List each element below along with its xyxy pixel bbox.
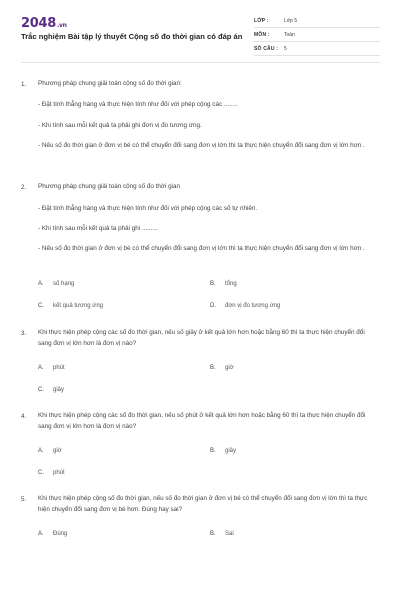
question-line: - Đặt tính thẳng hàng và thực hiện tính như đối với phép cộng các số tự nhiên. <box>38 205 258 212</box>
question-text: Phương pháp chung giải toán cộng số đo thời gian <box>38 183 181 190</box>
meta-row-class <box>254 15 380 28</box>
meta-value: Toán <box>284 32 295 38</box>
question-line: - Nếu số đo thời gian ở đơn vị bé có thể chuyển đổi sang đơn vị lớn thì ta thực hiện chuyển đổi sang đơn vị lớn hơn . <box>38 142 365 149</box>
question-number: 3. <box>21 330 27 337</box>
option-letter[interactable]: B. <box>210 531 216 537</box>
question-line: - Đặt tính thẳng hàng và thực hiện tính như đối với phép cộng các ........ <box>38 101 238 108</box>
option-letter[interactable]: A. <box>38 448 44 454</box>
option-text[interactable]: Sai <box>225 531 234 537</box>
option-text[interactable]: kết quả tương ứng <box>53 303 103 309</box>
option-text[interactable]: giây <box>53 387 65 393</box>
meta-key: SỐ CÂU : <box>254 46 279 52</box>
question-line: - Nếu số đo thời gian ở đơn vị bé có thể chuyển đổi sang đơn vị lớn thì ta thực hiện chuyển đổi sang đơn vị lớn hơn . <box>38 245 365 252</box>
option-text[interactable]: đơn vị đo tương ứng <box>225 303 281 309</box>
logo-suffix: .vn <box>56 22 67 29</box>
option-letter[interactable]: C. <box>38 303 44 309</box>
option-text[interactable]: số hạng <box>53 281 75 287</box>
meta-value: 5 <box>284 46 287 52</box>
question-number: 1. <box>21 81 27 88</box>
question-number: 2. <box>21 184 27 191</box>
option-letter[interactable]: A. <box>38 365 44 371</box>
site-logo[interactable] <box>21 16 67 31</box>
option-letter[interactable]: C. <box>38 387 44 393</box>
option-letter[interactable]: A. <box>38 531 44 537</box>
question-number: 5. <box>21 496 27 503</box>
question-line: - Khi tính sau mỗi kết quả ta phải ghi ......... <box>38 225 158 232</box>
option-text[interactable]: Đúng <box>53 531 68 537</box>
question-line: - Khi tính sau mỗi kết quả ta phải ghi đơn vị đo tương ứng. <box>38 122 202 129</box>
option-text[interactable]: giây <box>225 448 237 454</box>
option-letter[interactable]: D. <box>210 303 216 309</box>
logo-main: 2048 <box>21 16 56 31</box>
option-text[interactable]: giờ <box>53 448 62 454</box>
question-text: Khi thực hiện phép cộng số đo thời gian, nếu số đo thời gian ở đơn vị bé có thể chuyển đổi sang đơn vị lớn thì ta thực hiện chuyển đổi sang đơn vị bé hơn. Đúng hay sai? <box>38 495 368 513</box>
header-divider <box>21 62 380 63</box>
question-text: Phương pháp chung giải toán cộng số đo thời gian: <box>38 80 182 87</box>
option-letter[interactable]: A. <box>38 281 44 287</box>
meta-row-subject <box>254 29 380 42</box>
meta-row-count <box>254 43 380 56</box>
option-text[interactable]: giờ <box>225 365 234 371</box>
option-text[interactable]: phút <box>53 365 65 371</box>
option-letter[interactable]: C. <box>38 470 44 476</box>
option-letter[interactable]: B. <box>210 365 216 371</box>
question-text: Khi thực hiện phép cộng các số đo thời gian, nếu số giây ở kết quả lớn hơn hoặc bằng 60 thì ta thực hiện chuyển đổi sang đơn vị lớn hơn là đơn vị nào? <box>38 329 365 347</box>
meta-key: LỚP : <box>254 18 269 24</box>
meta-key: MÔN : <box>254 32 270 38</box>
page-title: Trắc nghiệm Bài tập lý thuyết Cộng số đo thời gian có đáp án <box>21 32 243 41</box>
option-text[interactable]: tổng <box>225 281 237 287</box>
option-text[interactable]: phút <box>53 470 65 476</box>
option-letter[interactable]: B. <box>210 281 216 287</box>
question-number: 4. <box>21 413 27 420</box>
meta-value: Lớp 5 <box>284 18 298 24</box>
option-letter[interactable]: B. <box>210 448 216 454</box>
question-text: Khi thực hiện phép cộng các số đo thời gian, nếu số phút ở kết quả lớn hơn hoặc bằng 60 thì ta thực hiện chuyển đổi sang đơn vị lớn hơn là đơn vị nào? <box>38 412 366 430</box>
